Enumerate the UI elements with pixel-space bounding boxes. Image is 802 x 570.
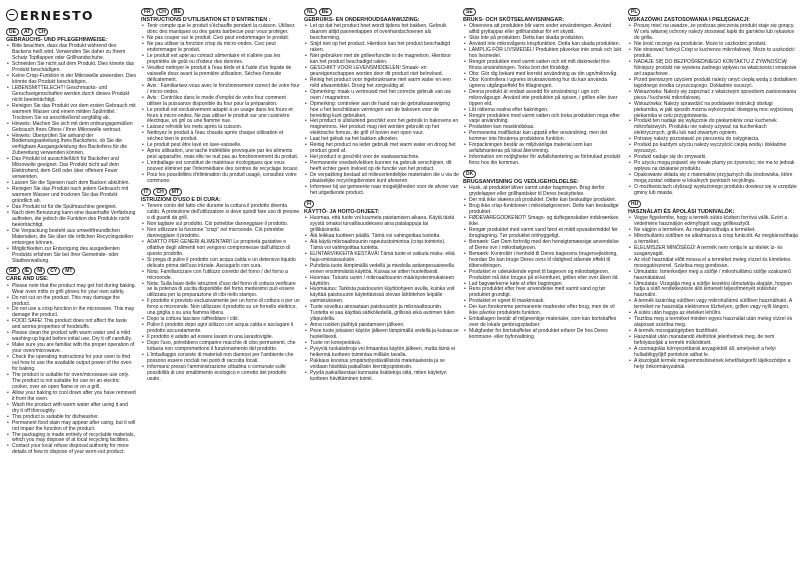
instruction-item: • Tuote soveltuu ainoastaan paistouuniin ja mikroaaltouuniin. Tuotetta ei saa käyttää sähköliedellä, grillissä eikä avoimen tulen yläpuolella. [304,305,459,323]
instruction-item: • Non utilizzare la funzione "crisp" nel microonde. Ciò potrebbe danneggiare il prodotto. [141,228,300,240]
lang-badges [628,200,798,208]
instruction-item: • ELINTARVIKKEITA KESTÄVÄ! Tämä tuote ei vaikuta maku- eikä haju-ominaisuuksiin. [304,252,459,264]
instruction-item: • Nota: Familiarizzare con l'utilizzo corretto del forno / del forno a microonde. [141,270,300,282]
instruction-item: • Do not use a crisp function in the microwave. This may damage the product. [6,307,136,319]
instruction-item: • Produkt nadaje się do zmywarki. [628,155,798,161]
column-se-dk [463,6,623,566]
instruction-item: • The product is suitable for oven/microwave use only. The product is not suitable for use on an electric cooker, over an open flame or on a grill. [6,373,136,391]
instruction-item: • Tenir compte que le produit s'échauffe pendant la cuisson. Utilisez donc des maniques ou des gants barbecue pour vous protéger. [141,24,300,36]
lang-badge: DK [463,170,476,178]
instructions-list-hu [628,216,798,371]
instruction-item: • Die Verpackung besteht aus umweltfreundlichen Materialien, die Sie über die örtlichen Recyclingstellen entsorgen können. [6,229,136,247]
instruction-item: • Denna produkt är endast avsedd för användning i ugn och mikrovågsugn. Använd inte produkten på spisen, i grillen eller över öppen eld. [463,90,623,108]
instruction-item: • Do not cut on the product. This may damage the product. [6,296,136,308]
instruction-item: • Rengör produkten med varmt vatten och ett milt diskmedel före första användningen. Torka bort det försiktigt. [463,60,623,72]
brand-logo [6,6,136,24]
instructions-list-fr [141,24,300,185]
instruction-item: • Pulire il prodotto dopo ogni utilizzo con acqua calda e asciugare il prodotto accuratamente. [141,323,300,335]
instruction-item: • Huomaa: Tutustu uunin / mikroaaltouunin määräystenmukaiseen käyttöön. [304,276,459,288]
instruction-item: • LÄMPLIG FÖR LIVSMEDEL! Produkten påverkar inte smak och lukt hos livsmedel. [463,48,623,60]
instruction-item: • Potrawy należy pozostawić po pieczeniu do ostygnięcia. [628,137,798,143]
lang-badge: IE [22,267,33,275]
instruction-item: • LEBENSMITTELECHT! Geschmacks- und Geruchseigenschaften werden durch dieses Produkt nicht beeinträchtigt. [6,86,136,104]
instruction-item: • Allow your baking to cool down after you have removed it from the oven. [6,391,136,403]
instructions-list-gb [6,284,136,457]
instruction-item: • Pour les possibilités d'élimination du produit usagé, consultez votre commune. [141,173,300,185]
instruction-item: • Bemærk: Gør Dem fortrolig med den hensigtsmæssige anvendelse af Deres ovn / mikrobølgeovn. [463,240,623,252]
instruction-item: • Si prega di pulire il prodotto con acqua calda e un detersivo liquido delicato prima dell'uso iniziale. Asciugarlo con cura. [141,258,300,270]
lang-badge: NL [304,8,317,16]
column-nl-fi [304,6,459,566]
lang-badge: PL [628,8,640,16]
instruction-item: • Opmerking: maak u vertrouwd met het correcte gebruik van uw oven / magnetron. [304,90,459,102]
lang-badge: NI [34,267,45,275]
instruction-item: • A termék kizárólag sütőben vagy mikrohullámú sütőben használható. A terméket ne használja elektromos tűzhelyen, grillen vagy nyílt lángon. [628,299,798,311]
instruction-item: • Anna ruokien jäähtyä paistamisen jälkeen. [304,323,459,329]
instruction-item: • Please note that the product may get hot during baking. Wear oven mitts or grill gloves for your own safety. [6,284,136,296]
instruction-item: • Das Produkt ist für die Spülmaschine geeignet. [6,205,136,211]
instruction-item: • Avis : Contrôlez dans le mode d'emploi de votre four comment utiliser la puissance disponible du four pour la préparation. [141,96,300,108]
instruction-item: • Pyydä paikallisestasi kunnasta lisätietoja siitä, miten käytetyn tuotteen hävittäminen toimii. [304,371,459,383]
instruction-item: • Rengør produktet med varmt vand først et mildt opvaskemiddel før ibrugtagning. Tør produktet omhyggeligt. [463,228,623,240]
instruction-item: • Laat het gebak na het bakken afkoelen. [304,137,459,143]
instruction-item: • Observera att produkten blir varm under användningen. Använd alltid grytlappar eller grillhandskar för ert skydd. [463,24,623,36]
instruction-item: • Lad bagværkerne køle af efter bagningen. [463,282,623,288]
instruction-item: • Opmerking: controleer aan de hand van de gebruiksaanwijzing hoe u het beschikbare vermogen van de bakoven voor de bereiding kunt gebruiken. [304,102,459,120]
instruction-item: • Útmutatás: Ismerkedjen meg a sütője / mikrohullámú sütője szakszerű használatával. [628,270,798,282]
instruction-item: • Reinig het product voor ingebruikname met warm water en een mild afwasmiddel. Droog het zorgvuldig af. [304,78,459,90]
instruction-item: • Dopo l'uso, potrebbero comparire macchie di cibo permanenti, che tuttavia non compromettono il funzionamento del prodotto. [141,341,300,353]
instruction-item: • Het product is uitsluitend geschikt voor het gebruik in bakovens en magnetrons. Het product mag niet worden gebruikt op het elektrische fornuis, de grill of boven een open vuur. [304,119,459,137]
instruction-item: • Po użyciu mogą pojawić się trwałe plamy po żywności, nie ma to jednak wpływu na działanie produktu. [628,161,798,173]
instruction-item: • Bitte beachten, dass das Produkt während des Backens heiß wird. Verwenden Sie daher zu Ihrem Schutz Topflappen oder Grillhandschuhe. [6,44,136,62]
instructions-list-pl [628,24,798,197]
instruction-item: • Vegye figyelembe, hogy a termék sütés közben forróvá válik. Ezért a védelmére használjon edényfogót vagy grillkesztyűt. [628,216,798,228]
section-title-dk: BRUGSANVISNING OG VEDLIGEHOLDELSE: [463,179,579,186]
instruction-item: • Nie kroić niczego na produkcie. Może to uszkodzić produkt. [628,42,798,48]
instruction-item: • Produkten kan maskindiskas. [463,125,623,131]
instructions-list-it [141,204,300,383]
instruction-item: • Information om möjligheter för avfallshantering av förbrukad produkt finns hos din kommun. [463,155,623,167]
lang-badge: BE [319,8,332,16]
instruction-item: • Le produit peut être lavé en lave-vaisselle. [141,143,300,149]
section-title-fi: KÄYTTÖ- JA HOITO-OHJEET: [304,208,380,215]
lang-badge: AT [21,28,33,36]
lang-badges [463,8,623,16]
instruction-item: • Make sure you are familiar with the proper operation of your oven/microwave. [6,343,136,355]
instruction-item: • Rengör produkten med varmt vatten och torka produkten noga efter varje användning. [463,114,623,126]
instruction-item: • Après utilisation, une tache indélébile provoquée par les aliments peut apparaître, mais elle ne nuit pas au fonctionnement du produit. [141,149,300,161]
instruction-item: • Permanent food stain may appear after using, but it will not impair the function of the product. [6,421,136,433]
instruction-item: • Produkt ten nadaje się wyłącznie do piekarników oraz kuchenek mikrofalowych. Produktu nie należy używać na kuchenkach elektrycznych, grillu lub nad otwartym ogniem. [628,119,798,137]
lang-badges [141,188,300,196]
instruction-item: • Pakkaus koostuu ympäristöystävällisistä materiaaleista ja se voidaan hävittää paikallisiin kierrätyspisteisiin. [304,359,459,371]
instruction-item: • Skär inte på produkten. Detta kan skada produkten. [463,36,623,42]
lang-badges [6,267,136,275]
instruction-item: • Pese tuote jokaisen käytön jälkeen lämpimällä vedellä ja kuivaa se huolellisesti. [304,329,459,341]
instruction-item: • Tuote on konepestävä. [304,341,459,347]
section-title-pl: WSKAZÓWKI ZASTOSOWANIA I PIELĘGNACJI: [628,17,750,23]
instruction-item: • Der kan forekomme permanente madrester efter brug, men de vil ikke påvirke produktets funktion. [463,305,623,317]
lang-badge: CY [47,267,60,275]
instruction-item: • ÉLELMISZER MINŐSÉGŰ! A termék nem rontja le az ételek íz- és szaganyagát. [628,246,798,258]
instruction-item: • Rens produktet efter hver anvendelse med varmt vand og tør produktet grundigt. [463,287,623,299]
instruction-item: • Produktet er egnet til maskinvask. [463,299,623,305]
instruction-item: • Hinweis: Machen Sie sich mit dem ordnungsgemäßen Gebrauch Ihres Ofens / Ihrer Mikrowelle vertraut. [6,122,136,134]
instruction-item: • Huomaa, että tuote voi kuumeta paistamisen aikana. Käytä tästä syystä omaksi turvallisuudeksesi aina patalappuja tai grillikäsineitä. [304,216,459,234]
instruction-item: • NADAJE SIĘ DO BEZPOŚREDNIEGO KONTAKTU Z ŻYWNOŚCIĄ! Niniejszy produkt nie wywiera żadnego wpływu na właściwości smakowe ani zapachowe. [628,60,798,78]
instruction-item: • Please clean the product with warm water and a mild washing-up liquid before initial use. Dry it off carefully. [6,331,136,343]
instruction-item: • Husk, at produktet bliver varmt under bagningen. Brug derfor grydelapper eller grillhandsker til Deres beskyttelse. [463,186,623,198]
instruction-item: • GESCHIKT VOOR LEVENSMIDDELEN! Smaak- en geureigenschappen worden door dit product niet beïnvloed. [304,66,459,78]
instruction-item: • Contact your local refuse disposal authority for more details of how to dispose of your worn-out product. [6,444,136,456]
instruction-item: • Mikrohullámú sütőben ne alkalmazza a crisp funkciót. Az megkárosíthatja a terméket. [628,234,798,246]
instruction-item: • Wskazówka: Należy się zapoznać z właściwym sposobem zastosowania pieca / kuchenki mikrofalowej. [628,90,798,102]
instruction-item: • Älä käytä mikroaaltouunin rapeutustoimintoa (crisp-toiminto). Tämä voi vahingoittaa tuotetta. [304,240,459,252]
lang-badge: FR [141,8,154,16]
instruction-item: • Het product is geschikt voor de vaatwasmachine. [304,155,459,161]
section-title-nl: GEBRUIKS- EN ONDERHOUDSAANWIJZING: [304,17,420,23]
instruction-item: • Produktet er udelukkende egnet til bageovn og mikrobølgeovn. Produktet må ikke bruges på el-komfuret, grillen eller over åben ild. [463,270,623,282]
instruction-item: • Opakowanie składa się z materiałów przyjaznych dla środowiska, które mogą zostać oddane w lokalnych punktach recyklingu. [628,173,798,185]
section-title-hu: HASZNÁLATI ÉS ÁPOLÁSI TUDNIVALÓK: [628,208,735,215]
instruction-item: • Lassen Sie die Speisen nach dem Backen abkühlen. [6,181,136,187]
instruction-item: • Az első használat előtt mossa el a terméket meleg vízzel és kíméletes mosogatószerrel. Szárítsa meg gondosan. [628,258,798,270]
instruction-item: • Il prodotto è previsto esclusivamente per un forno di cottura o per un forno a microonde. Non utilizzare il prodotto su un fornello elettrico, una griglia o su una fiamma libera. [141,299,300,317]
column-de-gb [6,6,136,566]
instruction-item: • Produkt po każdym użyciu należy wyczyścić ciepłą wodą i dokładnie wysuszyć. [628,143,798,155]
section-title-gb: CARE AND USE: [6,276,49,283]
lang-badges [304,8,459,16]
instruction-item: • Le produit est apte au contact alimentaire et n'altère pas les propriétés de goût ou d'odeur des denrées. [141,54,300,66]
instruction-item: • De verpakking bestaat uit milieuvriendelijke materialen die u via de plaatselijke recyclingdiensten kunt afvoeren. [304,173,459,185]
lang-badge: CH [156,8,169,16]
instruction-item: • Informeer bij uw gemeente naar mogelijkheden voor de afvoer van het uitgediende product. [304,185,459,197]
instruction-item: • Keine Crisp-Funktion in der Mikrowelle anwenden. Dies könnte das Produkt beschädigen. [6,74,136,86]
instructions-list-fi [304,216,459,383]
instruction-item: • Obs: Kontrollera i ugnens bruksanvisning hur du kan använda ugnens utgångseffekt för tillagningen. [463,78,623,90]
instruction-item: • FOOD SAFE! This product does not affect the taste and aroma properties of foodstuffs. [6,319,136,331]
lang-badge: MT [169,188,182,196]
section-title-it: ISTRUZIONI D'USO E DI CURA: [141,196,221,203]
lang-badge: GB [6,267,20,275]
instruction-item: • Tenere conto del fatto che durante la cottura il prodotto diventa caldo. A protezione dell'utilizzatore si deve quindi fare uso di presine o di guanti da grill. [141,204,300,222]
instruction-item: • ADATTO PER GENERI ALIMENTARI! Le proprietà gustative e olfattive degli alimenti non vengono compromesse dall'utilizzo di questo prodotto. [141,240,300,258]
section-title-se: BRUKS- OCH SKÖTSELANVISNINGAR: [463,17,564,23]
instruction-item: • Informarsi presso l'amministrazione cittadina o comunale sulle possibilità di uno smaltimento ecologico e corretto del prodotto usato. [141,365,300,383]
instruction-item: • FØDEVAREGODKENDT! Smags- og duftegenskaber indskrænkes ikke. [463,216,623,228]
lang-badges [6,28,136,36]
section-title-de: GEBRAUCHS- UND PFLEGEHINWEISE: [6,37,108,43]
instruction-item: • Check the operating instructions for your oven to find out how to use the available output power of the oven for baking. [6,355,136,373]
instruction-item: • Möglichkeiten zur Entsorgung des ausgedienten Produkts erfahren Sie bei Ihrer Gemeinde- oder Stadtverwaltung. [6,247,136,265]
instruction-item: • Veuillez nettoyer le produit à l'eau tiède et à l'aide d'un liquide de vaisselle doux avant la première utilisation. Séchez-l'ensuite délicatement. [141,66,300,84]
instruction-item: • Obs: Gör dig bekant med korrekt användning av din ugn/mikrovåg. [463,72,623,78]
instruction-item: • Älä leikkaa tuotteen päällä. Tämä voi vahingoittaa tuotetta. [304,234,459,240]
instruction-item: • Muligheder for bortskaffelse af produktet erfarer De hos Deres kommune- eller byforvaltning. [463,329,623,341]
instruction-item: • Ne pas couper sur le produit. Ceci peut endommager le produit. [141,36,300,42]
lang-badge: BE [171,8,184,16]
instruction-item: • Reinigen Sie das Produkt vor dem ersten Gebrauch mit warmem Wasser und einem milden Spülmittel. Trocknen Sie es anschließend sorgfältig ab. [6,104,136,122]
instruction-item: • Brug ikke crisp-funktionen i mikrobølgeovnen. Dette kan beskadige produktet. [463,204,623,216]
column-fr-it [141,6,300,566]
instruction-item: • A termék mosogatógépben tisztítható. [628,329,798,335]
instructions-list-se [463,24,623,167]
lang-badges [141,8,300,16]
instruction-item: • Wskazówka: Należy sprawdzić na podstawie instrukcji obsługi piekarnika, w jaki sposób można wykorzystać dostępną moc wyjściową piekarnika w celu przygotowania. [628,102,798,120]
logo-e-icon [6,9,18,21]
lang-badge: HU [628,200,641,208]
instruction-item: • Avis : Familiarisez-vous avec le fonctionnement correct de votre four / micro-ondes. [141,84,300,96]
instruction-item: • Nach dem Benutzung kann eine dauerhafte Verfärbung auftreten, die jedoch die Funktion des Produkts nicht beeinträchtigt. [6,211,136,229]
instruction-item: • Använd inte mikrovågens krispfunktion. Detta kan skada produkten. [463,42,623,48]
instruction-item: • Dopo la cottura lasciare raffreddare i cibi. [141,317,300,323]
instruction-item: • Niet gebruiken met de grilleerfunctie in de magnetron. Hierdoor kan het product beschadigd raken. [304,54,459,66]
instruction-item: • Útmutatás: Vizsgálja meg a sütője kezelési útmutatója alapján, hogyan tudja a sütő rendelkezésre álló kimeneti teljesítményét sütéshez használni. [628,282,798,300]
instruction-item: • Reinig het product na ieder gebruik met warm water en droog het product goed af. [304,143,459,155]
instruction-item: • Das Produkt ist ausschließlich für Backofen und Mikrowelle geeignet. Das Produkt nicht auf dem Elektroherd, dem Grill oder über offenem Feuer verwenden. [6,157,136,181]
instruction-item: • Snijd niet op het product. Hierdoor kan het product beschadigd raken. [304,42,459,54]
instruction-item: • This product is suitable for dishwasher. [6,415,136,421]
instructions-list-nl [304,24,459,197]
instruction-item: • L'imballaggio consiste di materiali non dannosi per l'ambiente che possono essere riciclati nei punti di raccolta locali. [141,353,300,365]
instruction-item: • Let op dat het product heet wordt tijdens het bakken. Gebruik daarom altijd pannenlappen of ovenhandschoenen als bescherming. [304,24,459,42]
logo-text: ERNESTO [20,7,94,23]
instruction-item: • Non tagliare sul prodotto. Ciò potrebbe danneggiare il prodotto. [141,222,300,228]
instruction-item: • Der må ikke skæres på produktet. Dette kan beskadige produktet. [463,198,623,204]
instruction-item: • Wash the product with warm water after using it and dry it off thoroughly. [6,403,136,415]
instruction-item: • Laissez refroidir les mets après la cuisson. [141,125,300,131]
instruction-item: • Nota: Sulla base delle istruzioni d'uso del forno di cottura verificare se la potenza di uscita disponibile del forno medesimo può essere utilizzata per la preparazione di cibi nello stampo. [141,282,300,300]
lang-badges [304,200,459,208]
lang-badges [463,170,623,178]
section-title-fr: INSTRUCTIONS D'UTILISATION ET D'ENTRETIEN : [141,17,271,23]
instruction-item: • Huomautus: Tarkista paistouunin käyttöohjeen avulla, kuinka voit käyttää paistouunin käytettävissä olevan lähtötehon leipälle valmistukseen. [304,287,459,305]
instruction-item: • Schneiden Sie nicht auf dem Produkt. Dies könnte das Produkt beschädigen. [6,62,136,74]
instruction-item: • Emballagen består af miljøvenlige materialer, som kan bortskaffes over de lokale genbrugspladser. [463,317,623,329]
instruction-item: • Ne vágjon a terméken. Az megkárosíthatja a terméket. [628,228,798,234]
instruction-item: • Nettoyez le produit à l'eau chaude après chaque utilisation et séchez bien le produit. [141,131,300,143]
instruction-item: • Nie stosować funkcji Crisp w kuchence mikrofalowej. Może to uszkodzić produkt. [628,48,798,60]
instruction-item: • Le produit est exclusivement adapté à un usage dans les fours et fours à micro-ondes. Ne pas utiliser le produit sur une cuisinière électrique, un gril ou une flamme nue. [141,108,300,126]
instruction-item: • Bemærk: Kontrollér i henhold til Deres bageovns brugervejledning, hvordan De kan bruge Deres ovns til rådighed stående effekt til tilberedningen. [463,252,623,270]
instruction-item: • Przed pierwszym użyciem produkt należy umyć ciepłą wodą z dodatkiem łagodnego środka czyszczącego. Dokładnie osuszyć. [628,78,798,90]
lang-badges [628,8,798,16]
column-pl-hu [628,6,798,566]
instruction-item: • A sütés után hagyja az ételeket lehűlni. [628,311,798,317]
instruction-item: • Puhdista tuote lämpimällä vedellä ja miedolla astianpesuaineella ennen ensimmäistä käyttöä. Kuivaa se sitten huolellisesti. [304,264,459,276]
instruction-item: • Ne pas utiliser la fonction crisp du micro-ondes. Ceci peut endommager le produit. [141,42,300,54]
instruction-item: • Förpackningen består av miljövänliga material som kan avfallshanteras på lokal återvinning. [463,143,623,155]
instruction-item: • A csomagolás környezetbarát anyagokból áll, amelyeket a helyi hulladékgyűjtő pontokon adhat le. [628,347,798,359]
lang-badge: SE [463,8,476,16]
instruction-item: • The packaging is made entirely of recyclable materials, which you may dispose of at local recycling facilities. [6,433,136,445]
instruction-item: • Tisztítsa meg a terméket minden egyes használat után meleg vízzel és alaposan szárítsa meg. [628,317,798,329]
instruction-item: • Proszę mieć na uwadze, że podczas pieczenia produkt staje się gorący. W celu własnej ochrony należy stosować łapki do garnków lub rękawice do grilla. [628,24,798,42]
instruction-item: • Hinweis: Überprüfen Sie anhand der Bedienungsanleitung Ihres Backofens, ob Sie die verfügbare Ausgangsleistung des Backofens für die Zubereitung verwenden können. [6,134,136,158]
lang-badge: MT [62,267,75,275]
instructions-list-de [6,44,136,264]
lang-badge: DE [6,28,19,36]
instructions-list-dk [463,186,623,341]
instruction-item: • Låt rätterna svalna efter bakningen. [463,108,623,114]
instruction-item: • Permanente voedselvlekken kunnen na gebruik verschijnen, dit heeft echter geen invloed op de functie van het product. [304,161,459,173]
instruction-item: • Il prodotto è adatto ad essere lavato in una lavastoviglie. [141,335,300,341]
lang-badge: FI [304,200,314,208]
instruction-item: • L'emballage est constitué de matériaux écologiques que vous pouvez éliminer par l'intermédiaire des centres de recyclage locaux. [141,161,300,173]
lang-badge: IT [141,188,151,196]
lang-badge: CH [153,188,166,196]
instruction-item: • Használat után maradandó ételfoltok jelenhetnek meg, de nem befolyásolják a termék működését. [628,335,798,347]
instruction-item: • O możliwościach utylizacji wysłużonego produktu dowiesz się w urzędzie gminy lub miasta. [628,185,798,197]
lang-badge: CH [35,28,48,36]
instruction-item: • Permanenta matfläckar kan uppstå efter användning, men det kommer inte försämra produktens funktion. [463,131,623,143]
instruction-item: • Pysyviä ruokatahroja voi ilmaantua käytön jälkeen, mutta tämä ei heikennä tuotteen toimintaa millään tavalla. [304,347,459,359]
instruction-item: • A kiszolgált termék megsemmisítésének lehetőségeiről tájékozódjon a helyi önkormányzatnál. [628,359,798,371]
instruction-item: • Reinigen Sie das Produkt nach jedem Gebrauch mit warmem Wasser und trocknen Sie das Produkt gründlich ab. [6,187,136,205]
